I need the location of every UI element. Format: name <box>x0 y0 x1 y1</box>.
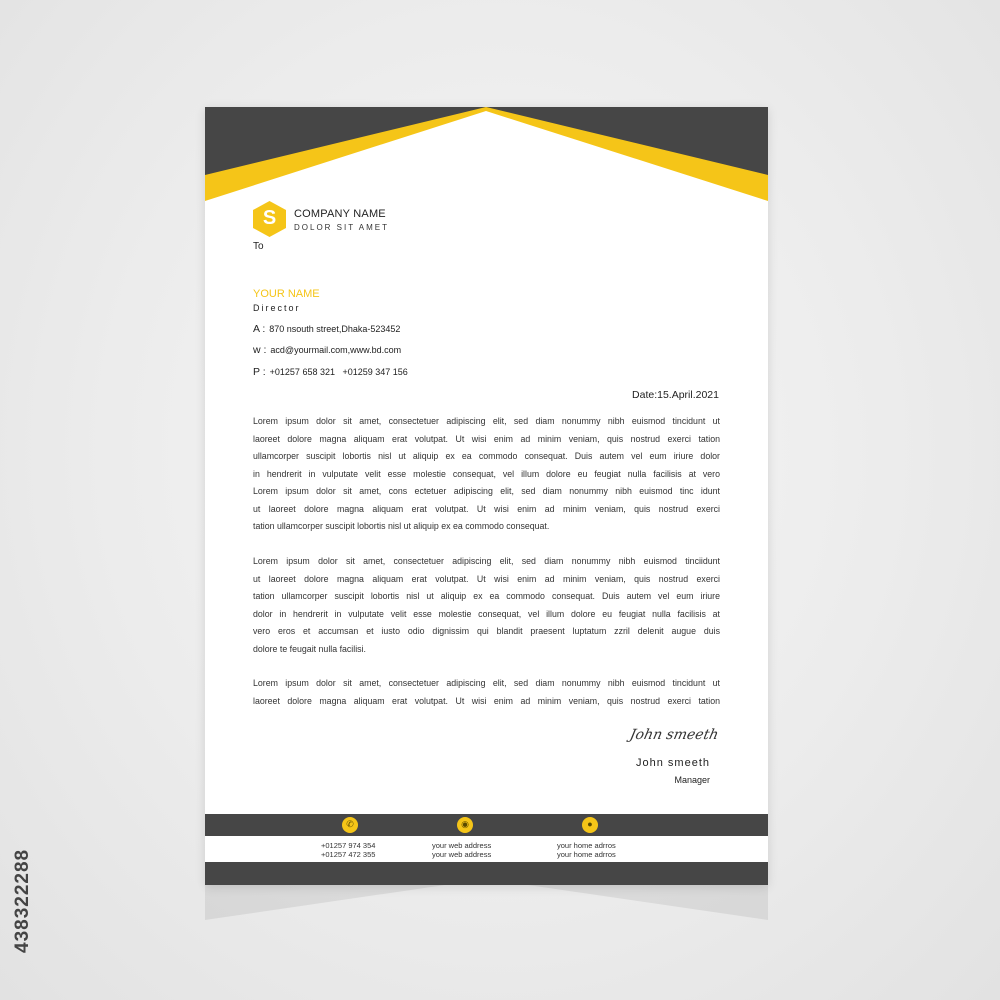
address-line <box>253 323 400 335</box>
phone-line <box>253 366 408 378</box>
body-line: tation ullamcorper suscipit lobortis nisl ut aliquip ex ea commodo consequat. <box>253 521 550 531</box>
logo-letter: S <box>262 207 277 229</box>
company-logo <box>253 201 286 237</box>
web-key: w : <box>253 344 267 356</box>
header-graphic <box>205 107 768 202</box>
globe-icon: ◉ <box>457 817 473 833</box>
recipient-title: Director <box>253 303 301 313</box>
company-name: COMPANY NAME <box>294 208 386 220</box>
map-pin-icon: ● <box>582 817 598 833</box>
body-line: ullamcorper suscipit lobortis nisl ut aliquip ex ea commodo consequat. Duis autem vel eum iriure dolor <box>253 451 720 461</box>
body-line: Lorem ipsum dolor sit amet, consectetuer adipiscing elit, sed diam nonummy nibh euismod tincidunt ut <box>253 678 720 688</box>
address-key: A : <box>253 323 266 335</box>
body-paragraph-2 <box>253 553 720 658</box>
recipient-name: YOUR NAME <box>253 288 320 300</box>
footer-band-bottom <box>205 862 768 885</box>
footer-home <box>557 841 616 859</box>
body-line: Lorem ipsum dolor sit amet, consectetuer adipiscing elit, sed diam nonummy nibh euismod tincidunt ut <box>253 416 720 426</box>
footer-home-2: your home adrros <box>557 850 616 859</box>
page-shadow <box>205 885 768 925</box>
body-line: laoreet dolore magna aliquam erat volutpat. Ut wisi enim ad minim veniam, quis nostrud exerci tation <box>253 433 720 444</box>
letterhead-page <box>205 107 768 885</box>
footer-web-2: your web address <box>432 850 492 859</box>
body-line: dolore te feugait nulla facilisi. <box>253 643 366 654</box>
footer-phone <box>321 841 375 859</box>
footer-phone-1: +01257 974 354 <box>321 841 376 850</box>
web-line <box>253 344 401 356</box>
letter-date: Date:15.April.2021 <box>632 389 719 401</box>
body-line: ut laoreet dolore magna aliquam erat volutpat. Ut wisi enim ad minim veniam, quis nostrud exerci <box>253 573 720 584</box>
address-value: 870 nsouth street,Dhaka-523452 <box>269 324 401 334</box>
footer-home-1: your home adrros <box>557 841 616 850</box>
body-line: tation ullamcorper suscipit lobortis nisl ut aliquip ex ea commodo consequat. Duis autem vel eum iriure <box>253 591 720 601</box>
stock-image-id: 438322288 <box>12 848 33 953</box>
footer-web-1: your web address <box>432 841 492 850</box>
body-line: ut laoreet dolore magna aliquam erat volutpat. Ut wisi enim ad minim veniam, quis nostrud exerci <box>253 503 720 514</box>
body-line: dolor in hendrerit in vulputate velit esse molestie consequat, vel illum dolore eu feugiat nulla facilisis at <box>253 608 720 619</box>
footer-phone-2: +01257 472 355 <box>321 850 376 859</box>
footer-web <box>432 841 491 859</box>
phone-icon: ✆ <box>342 817 358 833</box>
body-line: in hendrerit in vulputate velit esse molestie consequat, vel illum dolore eu feugiat nulla facilisis at vero <box>253 468 720 479</box>
handwritten-signature: John smeeth <box>628 727 720 743</box>
signer-role: Manager <box>674 775 710 785</box>
body-line: Lorem ipsum dolor sit amet, cons ectetuer adipiscing elit, sed diam nonummy nibh euismod tinc idunt <box>253 486 720 496</box>
company-tagline: DOLOR SIT AMET <box>294 223 389 232</box>
body-line: vero eros et accumsan et iusto odio dignissim qui blandit praesent luptatum zzril delenit augue duis <box>253 626 720 636</box>
to-label: To <box>253 241 264 252</box>
web-value: acd@yourmail.com,www.bd.com <box>270 345 402 355</box>
footer-band-top <box>205 814 768 836</box>
phone-key: P : <box>253 366 266 378</box>
body-line: laoreet dolore magna aliquam erat volutpat. Ut wisi enim ad minim veniam, quis nostrud exerci tation <box>253 695 720 706</box>
signer-name: John smeeth <box>636 757 710 769</box>
body-line: Lorem ipsum dolor sit amet, consectetuer adipiscing elit, sed diam nonummy nibh euismod tinciidunt <box>253 556 720 566</box>
phone-value: +01257 658 321 +01259 347 156 <box>269 367 408 377</box>
body-paragraph-3 <box>253 675 720 710</box>
body-paragraph-1 <box>253 413 720 536</box>
